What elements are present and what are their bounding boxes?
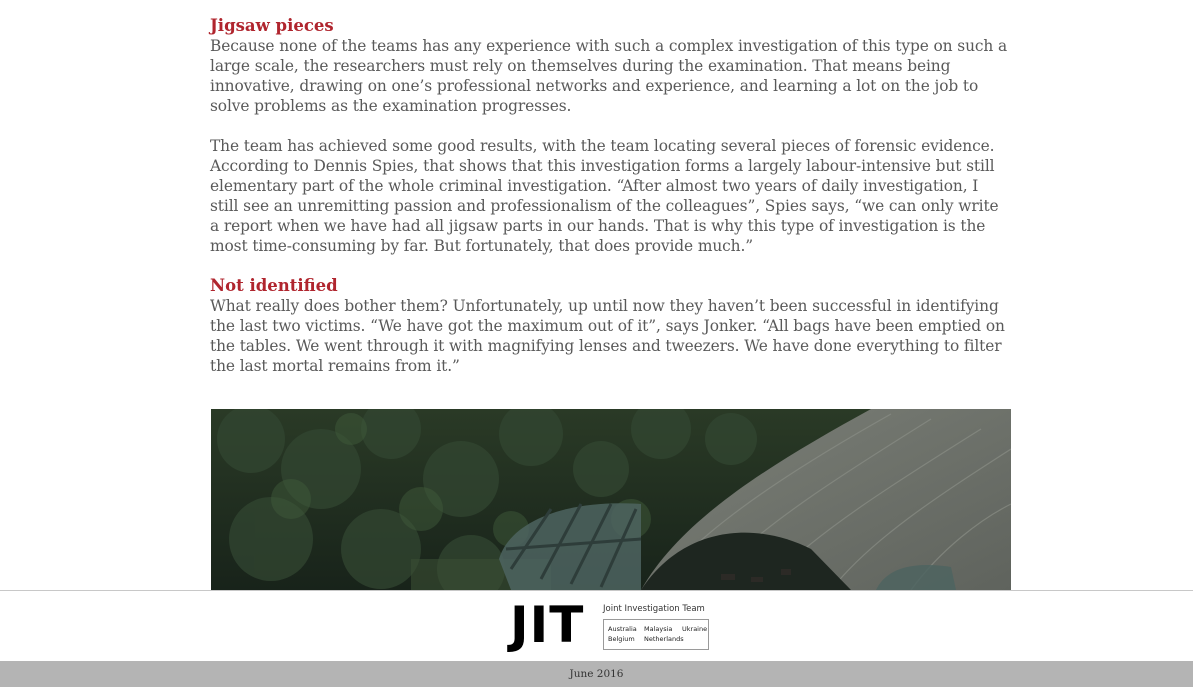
bottom-bar [0,661,1193,687]
section-heading-not-identified: Not identified [210,276,338,295]
jit-logo-mark: JIT [510,596,585,654]
article-body [210,16,1011,376]
hangar-aerial-photo [211,409,1011,590]
section-heading-jigsaw-pieces: Jigsaw pieces [210,16,334,35]
article-photo [211,409,1011,590]
jit-logo-title: Joint Investigation Team [603,604,705,614]
country-netherlands: Netherlands [644,635,684,643]
jit-logo[interactable] [510,596,715,654]
country-belgium: Belgium [608,635,635,643]
country-ukraine: Ukraine [682,625,708,633]
paragraph: Because none of the teams has any experience with such a complex investigation of this type on such a large scale, the researchers must rely on themselves during the examination. That means being innovative, drawing on one’s professional networks and experience, and learning a lot on the job to solve problems as the examination progresses. [210,37,1008,115]
country-malaysia: Malaysia [644,625,673,633]
paragraph: What really does bother them? Unfortunately, up until now they haven’t been successful in identifying the last two victims. “We have got the maximum out of it”, says Jonker. “All bags have been emptied on the tables. We went through it with magnifying lenses and tweezers. We have done everything to filter the last mortal remains from it.” [210,297,1005,375]
footer [0,590,1193,662]
paragraph-spacer [210,116,1011,136]
paragraph: The team has achieved some good results, with the team locating several pieces of forensic evidence. According to Dennis Spies, that shows that this investigation forms a largely labour-intensive but still elementary part of the whole criminal investigation. “After almost two years of daily investigation, I still see an unremitting passion and professionalism of the colleagues”, Spies says, “we can only write a report when we have had all jigsaw parts in our hands. That is why this type of investigation is the most time-consuming by far. But fortunately, that does provide much.” [210,137,999,255]
country-australia: Australia [608,625,637,633]
jit-logo-countries-box [603,619,709,650]
paragraph-spacer [210,256,1011,276]
publication-date: June 2016 [569,668,624,680]
